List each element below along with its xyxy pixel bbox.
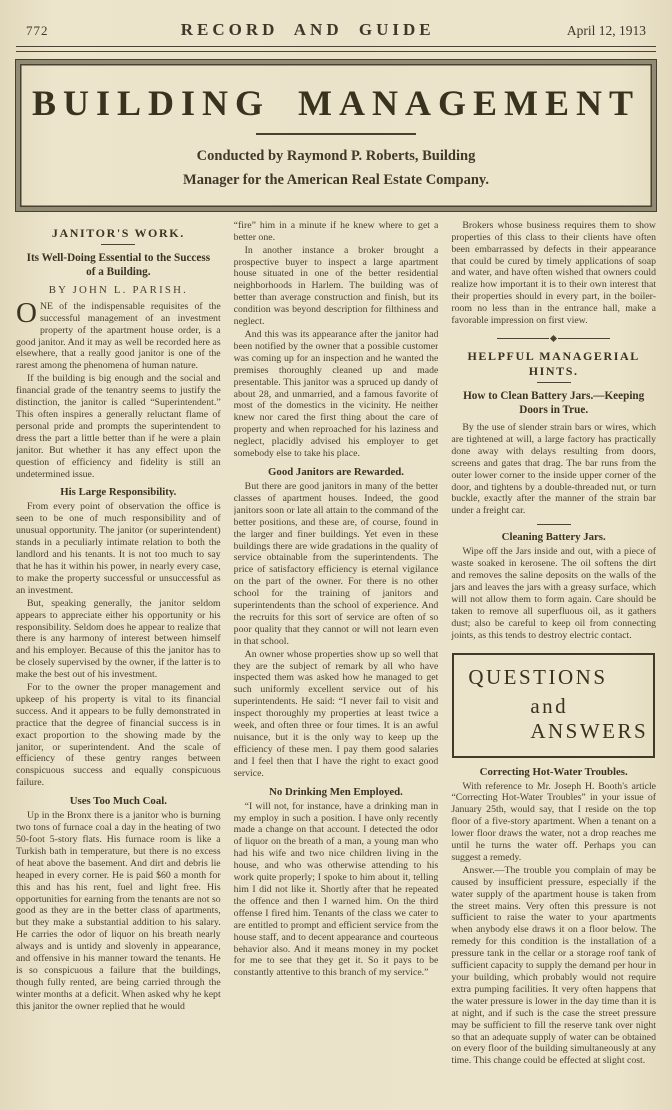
- masthead-subtitle-line2: Manager for the American Real Estate Company.: [183, 171, 489, 188]
- running-header: [0, 0, 672, 46]
- subhead-drinking: No Drinking Men Employed.: [269, 785, 403, 798]
- article-columns: [16, 220, 656, 1110]
- paragraph: With reference to Mr. Joseph H. Booth's article “Correcting Hot-Water Troubles” in your issue of January 25th, would say, that I reside on the top floor of a five-story apartment. When a tenant on a lower floor draws the water, not a drop reaches me until he turns the water off. Perhaps you can suggest a remedy.: [451, 780, 656, 863]
- masthead-subtitle-line1: Conducted by Raymond P. Roberts, Building: [196, 148, 476, 164]
- paragraph: And this was its appearance after the janitor had been notified by the owner that a possible customer was coming up for an inspection and he wanted the premises thoroughly cleaned up and made presentable. This janitor was a spruced up dandy of about 28, and unmarried, and a famous favorite of most of the domestics in the vicinity. He neither knew nor cared the first thing about the care of property and when reproached for his laziness and neglect, placidly advised his employer to get somebody else to take his place.: [233, 329, 439, 460]
- issue-date: April 12, 1913: [566, 23, 646, 38]
- paragraph: Brokers whose business requires them to show properties of this class to their clients have often been embarrassed by defects in their appearance that could be cured by timely applications of soap and water, and have often wished that owners could realize how important it is to their own interest that their properties should in every part, in the boiler-room no less than in the entrance hall, make a favorable impression on first view.: [451, 219, 656, 327]
- header-double-rule: [16, 46, 656, 52]
- masthead-rule: [256, 133, 416, 135]
- subhead-coal: Uses Too Much Coal.: [69, 795, 167, 808]
- divider-bar-right: [558, 338, 610, 339]
- column-1: [16, 220, 221, 1110]
- subhead-hotwater: Correcting Hot-Water Troubles.: [479, 765, 628, 778]
- qa-box-line1: QUESTIONS: [468, 664, 608, 689]
- paragraph: An owner whose properties show up so well that they are the subject of remark by all who have inspected them was asked how he managed to get such uniformly excellent service out of his superintendents. He said: “I never fail to visit and inspect thoroughly my properties at least twice a week, and often three or four times. It is an awful nuisance, but it is the only way to keep up the efficiency of these men. I pay them good salaries and I feel then that I have the right to exact good service.: [233, 648, 439, 779]
- masthead-subtitle: [30, 145, 642, 193]
- diamond-ornament-icon: [550, 335, 557, 342]
- subhead-battery: How to Clean Battery Jars.—Keeping Doors in True.: [463, 390, 645, 416]
- paragraph: “fire” him in a minute if he knew where to get a better one.: [233, 219, 439, 243]
- questions-answers-box: [452, 653, 655, 758]
- divider-bar-left: [497, 338, 549, 339]
- article-byline: BY JOHN L. PARISH.: [48, 283, 188, 296]
- qa-box-line2: and ANSWERS: [530, 693, 649, 743]
- section-rule: [537, 524, 571, 525]
- diamond-divider: [451, 336, 656, 341]
- paragraph: [16, 296, 221, 372]
- subhead-rewarded: Good Janitors are Rewarded.: [268, 465, 404, 478]
- paragraph: By the use of slender strain bars or wires, which are tightened at will, a large factory has practically done away with delays resulting from doors, screens and gates that drag. The bar runs from the outer lower corner to the inside upper corner of the door, and tightens by a double-threaded nut, or turn buckle, exactly after the manner of the strain bar under a freight car.: [451, 422, 656, 517]
- subhead-cleaning: Cleaning Battery Jars.: [501, 531, 606, 544]
- subhead-responsibility: His Large Responsibility.: [60, 486, 177, 499]
- section-title: BUILDING MANAGEMENT: [31, 83, 641, 123]
- lede-text: NE of the indispensable requisites of the successful management of an investment property of the apartment house order, is a good janitor. And it may as well be recorded here as elsewhere, that a really good janitor is one of the rarest among the phenomena of human nature.: [16, 300, 221, 372]
- paragraph: But there are good janitors in many of the better classes of apartment houses. Indeed, the good janitors soon or late all attain to the command of the better positions, and these are, of course, found in the larger and finer buildings. Yet even in these buildings there are wide gradations in the quality of service obtainable from the superintendents. The price of satisfactory efficiency is eternal vigilance on the part of the owner. For there is no other school for the training of janitors and superintendents than the school of experience. And the recruits for this sort of service are often of so poor quality that they cannot or will not learn even in that school.: [233, 480, 439, 647]
- article-deck: Its Well-Doing Essential to the Success of a Building.: [26, 251, 211, 278]
- heading-rule: [537, 382, 571, 383]
- drop-cap: O: [16, 296, 37, 329]
- paragraph: “I will not, for instance, have a drinking man in my employ in such a position. I have only recently made a change on that account. I detected the odor of liquor on the breath of a man, a young man who had his wife and two nice children living in the house, and who was otherwise attending to his work quite properly; I spoke to him about it, telling him I did not like it. Shortly after that he repeated the offence and then I warned him. On the third offense I fired him. Tenants of the class we cater to are entitled to prompt and efficient service from the house staff, and to decent appearance and courteous behavior also. And it means money in my pocket for me to see that they get it. So it pays to be constantly attentive to this branch of my service.”: [233, 800, 439, 979]
- section-masthead-box: [16, 60, 656, 211]
- paragraph: But, speaking generally, the janitor seldom appears to appreciate either his opportunity or his responsibility. Seldom does he appear to realize that there is any harmony of interest between himself and his employer. Because of this the janitor has to be closely supervised by the owner, if the latter is to make the best out of his investment.: [16, 597, 221, 681]
- paragraph: Up in the Bronx there is a janitor who is burning two tons of furnace coal a day in the heating of two 50-foot 5-story flats. His furnace room is like a Turkish bath in temperature, but there is no excess of heat above the basement. And dirt and debris lie heaped in every corner. He is paid $60 a month for this and has his rent, fuel and light free. His opportunities for earning from the tenants are not so good as they are in the better class of apartments, but they make a substantial addition to his salary. He carries the odor of liquor on his breath nearly always and is untidy and slovenly in appearance, and offensive in his manner toward the tenants. He is so conspicuous a failure that the buildings, though fully rented, are being carried through the winter months at a deficit. When asked why he kept this janitor the owner replied that he would: [16, 810, 221, 1012]
- heading-rule: [101, 244, 135, 245]
- paragraph: For to the owner the proper management and upkeep of his property is vital to its financial success. And it appears to be fully demonstrated in practice that the degree of financial success is in exact proportion to the showing made by the janitor, or superintendent. And the scale of efficiency of these gentry ranges between conspicuous success and equally conspicuous failure.: [16, 682, 221, 789]
- paragraph: If the building is big enough and the social and financial grade of the tenantry seems to justify the distinction, the janitor is called “Superintendent.” This often inspires a generally reluctant flame of personal pride and prompts the superintendent to dress the part a little better than if he were a plain janitor. But whether it has any effect upon the question of efficiency and fidelity is still an undetermined issue.: [16, 373, 221, 480]
- paragraph: From every point of observation the office is seen to be one of much responsibility and of unusual opportunity. The janitor (or superintendent) stands in a peculiarly intimate relation to both the landlord and his tenants. It is not too much to say that he has it within his power, in nearly every case, to make the property successful or unsuccessful as an investment.: [16, 501, 221, 596]
- article-heading: JANITOR'S WORK.: [51, 225, 185, 240]
- hints-heading: HELPFUL MANAGERIAL HINTS.: [467, 349, 640, 378]
- column-2: [234, 220, 439, 1110]
- paragraph: Wipe off the Jars inside and out, with a piece of waste soaked in kerosene. The oil softens the dirt and removes the saline deposits on the walls of the jars and leaves the jars with a greasy surface, which will not allow them to form again. Care should be taken to remove all superfluous oil, as it gathers dust; also be careful to keep oil from connecting joints, as this tends to destroy electric contact.: [451, 546, 656, 641]
- column-3: [451, 220, 656, 1110]
- paragraph: In another instance a broker brought a prospective buyer to inspect a large apartment house situated in one of the better residential neighborhoods in Harlem. The building was of better than average construction and finish, but its condition was beyond description for filthiness and neglect.: [233, 244, 439, 328]
- journal-title: RECORD AND GUIDE: [180, 20, 435, 39]
- page-number: 772: [26, 23, 49, 38]
- paragraph: Answer.—The trouble you complain of may be caused by insufficient pressure, especially if the water supply of the apartment house is taken from the street mains. Very often this pressure is not sufficient to raise the water to your apartments when anybody else draws it on a floor below. The remedy for this condition is the installation of a pressure tank in the cellar or a storage roof tank of sufficient capacity to supply the demand per hour in your building, which probably would not require extra pumping facilities. It very often happens that the water pressure is lower in the day time than it is at night, and if such is the case the street pressure may be sufficient to fill the reserve tank over night so that an adequate supply of water can be obtained on every floor of the building simultaneously at any time. This change could be effected at slight cost.: [451, 864, 656, 1067]
